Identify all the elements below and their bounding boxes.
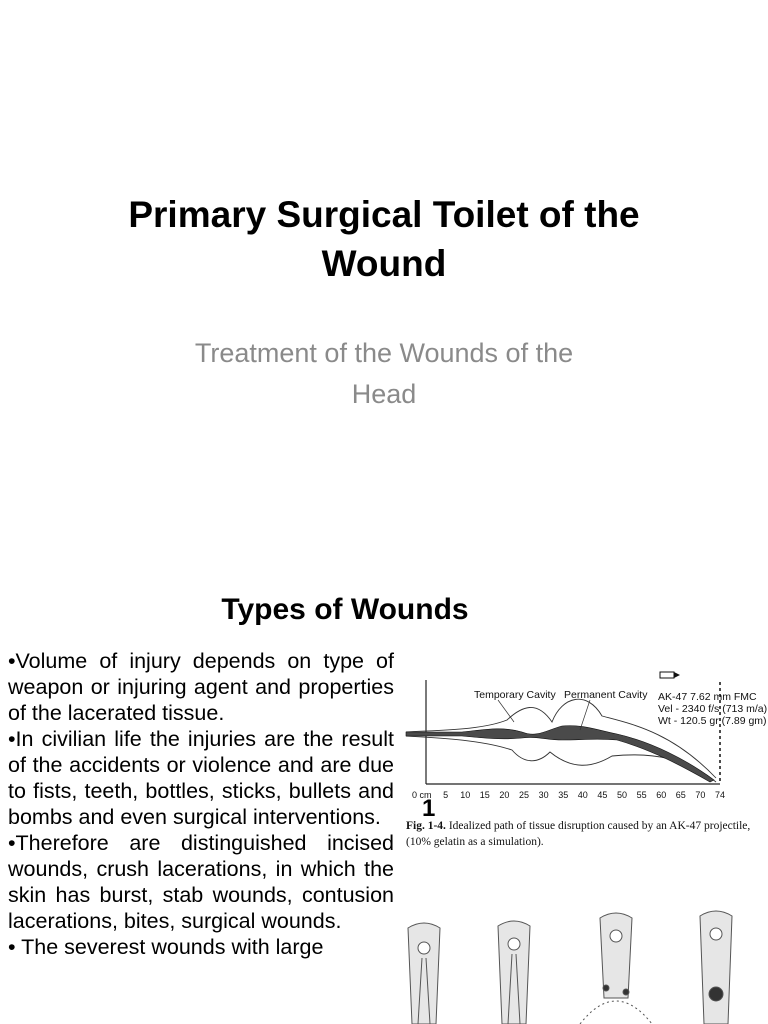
spec-line-3: Wt - 120.5 gr (7.89 gm) — [658, 715, 767, 727]
slide-subtitle — [120, 333, 648, 415]
tick-label: 30 — [538, 790, 549, 800]
spec-line-2: Vel - 2340 f/s (713 m/a) — [658, 703, 768, 715]
permanent-cavity-leader — [580, 700, 590, 730]
wound-sequence-illustration — [400, 908, 768, 1024]
tick-label: 70 — [695, 790, 706, 800]
tick-label: 65 — [675, 790, 686, 800]
tick-label: 0 cm — [412, 790, 432, 800]
figure-number: 1 — [422, 795, 436, 822]
section-title: Types of Wounds — [221, 593, 469, 626]
slide-title-line-2: Wound — [321, 243, 447, 284]
tick-label: 60 — [656, 790, 667, 800]
content-slide — [0, 560, 768, 1024]
spec-line-1: AK-47 7.62 mm FMC — [658, 691, 757, 703]
tick-label: 45 — [597, 790, 608, 800]
figure-caption — [406, 818, 766, 850]
tick-label: 20 — [499, 790, 510, 800]
figure-tick-labels — [412, 790, 725, 800]
limb-figure-4 — [700, 911, 732, 1024]
bullet-3: •Therefore are distinguished incised wounds, crush lacerations, in which the skin has burst, stab wounds, contusion lacerations, bites, surgical wounds. — [8, 831, 394, 933]
bullet-list — [8, 648, 394, 960]
slide-title — [60, 190, 708, 288]
slide-subtitle-line-1: Treatment of the Wounds of the — [194, 338, 574, 368]
caption-text: Idealized path of tissue disruption caused by an AK-47 projectile, (10% gelatin as a simulation). — [406, 820, 751, 848]
permanent-cavity — [406, 726, 714, 782]
tick-label: 5 — [443, 790, 449, 800]
slide-subtitle-line-2: Head — [351, 379, 417, 409]
temporary-cavity-label: Temporary Cavity — [474, 689, 556, 701]
caption-prefix: Fig. 1-4. — [406, 820, 446, 832]
tick-label: 74 — [714, 790, 726, 800]
bullet-4: • The severest wounds with large — [8, 935, 324, 959]
tick-label: 10 — [460, 790, 471, 800]
tick-label: 15 — [479, 790, 490, 800]
limb-figure-3 — [580, 913, 652, 1024]
tick-label: 40 — [577, 790, 588, 800]
limb-figure-2 — [498, 921, 530, 1024]
temporary-cavity-leader — [498, 700, 514, 722]
tick-label: 35 — [558, 790, 569, 800]
tick-label: 50 — [616, 790, 628, 800]
permanent-cavity-label: Permanent Cavity — [564, 689, 648, 701]
tick-label: 25 — [518, 790, 530, 800]
bullet-2: •In civilian life the injuries are the result of the accidents or violence and are due to fists, teeth, bottles, sticks, bullets and bombs and even surgical interventions. — [8, 727, 394, 829]
bullet-1: •Volume of injury depends on type of weapon or injuring agent and properties of the lacerated tissue. — [8, 649, 394, 725]
tick-label: 55 — [636, 790, 647, 800]
limb-figure-1 — [408, 923, 440, 1024]
bullet-icon — [660, 672, 680, 678]
slide-title-line-1: Primary Surgical Toilet of the — [128, 194, 640, 235]
